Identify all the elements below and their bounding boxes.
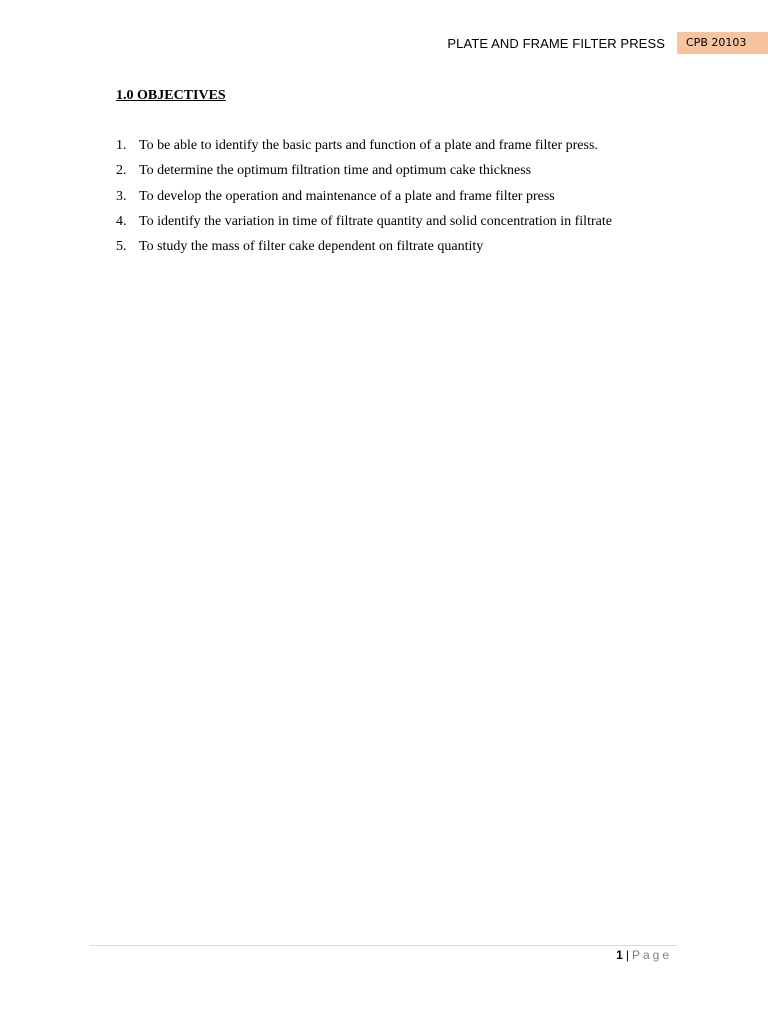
list-item-text: To identify the variation in time of filtrate quantity and solid concentration in filtrate — [139, 213, 612, 229]
page-number: 1 — [616, 948, 623, 962]
list-item — [116, 138, 696, 163]
page-header — [0, 32, 768, 54]
header-title: PLATE AND FRAME FILTER PRESS — [447, 36, 665, 51]
list-item-text: To study the mass of filter cake dependent on filtrate quantity — [139, 239, 484, 255]
list-item-number: 1. — [116, 138, 127, 153]
course-code-badge — [676, 32, 768, 54]
footer-divider — [90, 945, 677, 946]
list-item — [116, 189, 696, 214]
section-heading: 1.0 OBJECTIVES — [116, 88, 226, 103]
list-item-text: To develop the operation and maintenance of a plate and frame filter press — [139, 188, 555, 204]
list-item-text: To be able to identify the basic parts and function of a plate and frame filter press. — [139, 138, 598, 153]
list-item — [116, 239, 696, 264]
page-label: Page — [631, 948, 672, 962]
list-item — [116, 214, 696, 239]
list-item-number: 4. — [116, 213, 127, 229]
list-item-number: 5. — [116, 239, 127, 255]
list-item — [116, 163, 696, 188]
list-item-number: 2. — [116, 163, 127, 179]
objectives-list — [116, 138, 696, 264]
course-code: CPB 20103 — [686, 36, 747, 49]
list-item-number: 3. — [116, 188, 127, 204]
footer-separator: | — [625, 948, 629, 962]
list-item-text: To determine the optimum filtration time and optimum cake thickness — [139, 163, 532, 179]
page-footer — [616, 948, 672, 962]
